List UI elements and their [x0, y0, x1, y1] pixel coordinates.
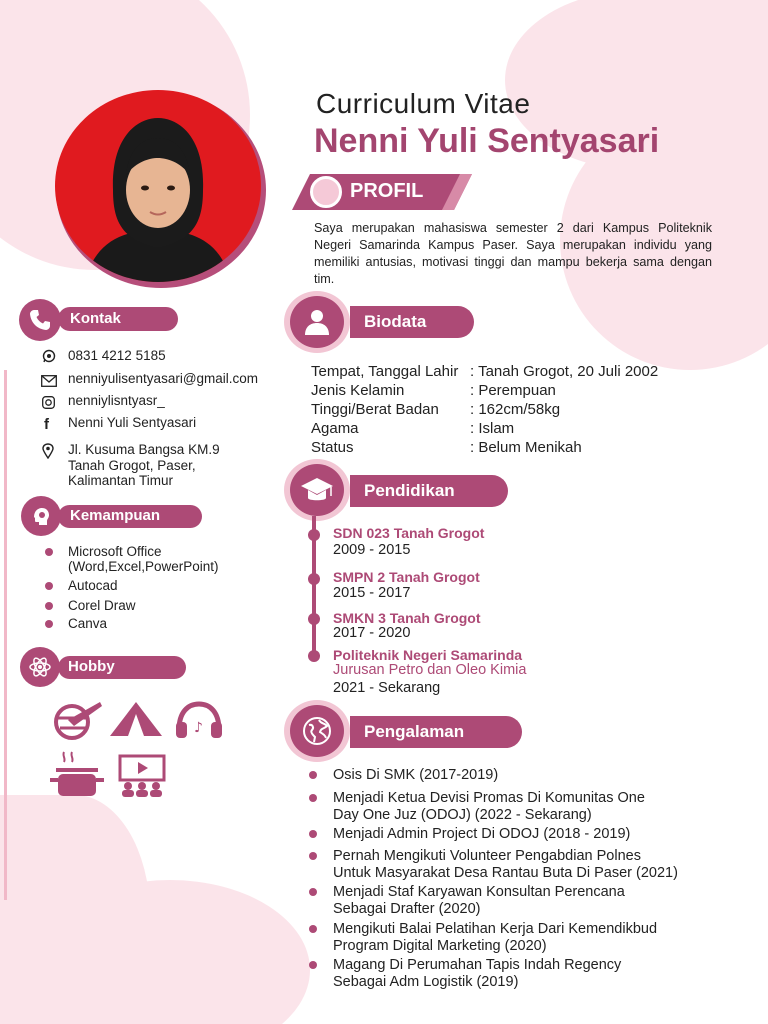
experience-item-cont: Sebagai Adm Logistik (2019): [333, 974, 519, 990]
person-portrait: [55, 90, 261, 282]
experience-item: Osis Di SMK (2017-2019): [333, 767, 499, 783]
experience-item-cont: Day One Juz (ODOJ) (2022 - Sekarang): [333, 807, 592, 823]
timeline-dot: [308, 613, 320, 625]
contact-address-line1: Jl. Kusuma Bangsa KM.9: [68, 442, 220, 457]
atom-icon: [20, 647, 60, 687]
biodata-label: Tempat, Tanggal Lahir: [311, 363, 459, 380]
contact-phone: 0831 4212 5185: [68, 348, 166, 363]
experience-item: Menjadi Staf Karyawan Konsultan Perencana: [333, 884, 625, 900]
experience-item: Pernah Mengikuti Volunteer Pengabdian Polnes: [333, 848, 641, 864]
contact-address-line2: Tanah Grogot, Paser,: [68, 458, 196, 473]
experience-item-cont: Program Digital Marketing (2020): [333, 938, 547, 954]
profil-circle: [310, 176, 342, 208]
edu-school: Politeknik Negeri Samarinda: [333, 647, 523, 663]
biodata-value: : Tanah Grogot, 20 Juli 2002: [470, 363, 659, 380]
bullet: [309, 852, 317, 860]
biodata-label: Status: [311, 439, 354, 456]
contact-facebook: Nenni Yuli Sentyasari: [68, 415, 197, 430]
profil-text: Saya merupakan mahasiswa semester 2 dari Kampus Politeknik Negeri Samarinda Kampus Paser. Saya merupakan individu yang memiliki antusias, motivasi tinggi dan mampu bekerja sama dengan tim.: [314, 221, 712, 286]
avatar: [55, 90, 261, 282]
biodata-label: Agama: [311, 420, 359, 437]
globe-icon: [290, 705, 344, 757]
timeline-dot: [308, 650, 320, 662]
left-accent-line: [4, 370, 7, 900]
brain-head-icon: [21, 496, 61, 536]
biodata-label: Tinggi/Berat Badan: [311, 401, 439, 418]
biodata-label: Jenis Kelamin: [311, 382, 405, 399]
location-pin-icon: [42, 443, 54, 464]
experience-item: Magang Di Perumahan Tapis Indah Regency: [333, 957, 622, 973]
travel-icon: [48, 698, 104, 747]
bullet: [309, 925, 317, 933]
experience-item: Mengikuti Balai Pelatihan Kerja Dari Kemendikbud: [333, 921, 658, 937]
facebook-icon: f: [44, 416, 49, 433]
pengalaman-pill: [350, 716, 522, 748]
kemampuan-heading: Kemampuan: [70, 507, 161, 524]
bullet: [309, 888, 317, 896]
timeline-dot: [308, 529, 320, 541]
edu-school: SMKN 3 Tanah Grogot: [333, 610, 481, 626]
pengalaman-heading: Pengalaman: [364, 722, 465, 741]
email-icon: [41, 374, 57, 392]
skill-item: Microsoft Office: [68, 544, 162, 559]
skill-item: Autocad: [68, 578, 118, 593]
svg-text:♪: ♪: [194, 720, 203, 736]
experience-item: Menjadi Admin Project Di ODOJ (2018 - 2019): [333, 826, 631, 842]
experience-item-cont: Untuk Masyarakat Desa Rantau Buta Di Paser (2021): [333, 865, 678, 881]
contact-address-line3: Kalimantan Timur: [68, 473, 174, 488]
pendidikan-heading: Pendidikan: [364, 481, 455, 500]
skill-item: Canva: [68, 616, 108, 631]
hobby-heading: Hobby: [68, 658, 115, 675]
bullet: [45, 548, 53, 556]
document-subtitle: Curriculum Vitae: [316, 88, 531, 119]
whatsapp-icon: [42, 349, 56, 368]
camping-icon: [108, 700, 164, 743]
edu-major: Jurusan Petro dan Oleo Kimia: [333, 662, 527, 678]
cinema-icon: [118, 754, 166, 803]
kontak-pill: [58, 307, 178, 331]
bullet: [309, 830, 317, 838]
biodata-value: : Belum Menikah: [470, 439, 582, 456]
phone-icon: [19, 299, 61, 341]
graduation-cap-icon: [290, 464, 344, 516]
biodata-heading: Biodata: [364, 312, 427, 331]
profil-header: [292, 172, 472, 212]
edu-year: 2015 - 2017: [333, 585, 411, 601]
biodata-value: : 162cm/58kg: [470, 401, 561, 418]
instagram-icon: [42, 396, 55, 414]
experience-item: Menjadi Ketua Devisi Promas Di Komunitas One: [333, 790, 645, 806]
bullet: [45, 582, 53, 590]
biodata-value: : Perempuan: [470, 382, 556, 399]
edu-year: 2009 - 2015: [333, 542, 411, 558]
biodata-value: : Islam: [470, 420, 515, 437]
edu-year: 2021 - Sekarang: [333, 680, 441, 696]
kemampuan-pill: [58, 505, 202, 528]
person-name: Nenni Yuli Sentyasari: [314, 122, 660, 160]
bullet: [309, 771, 317, 779]
contact-email: nenniyulisentyasari@gmail.com: [68, 371, 259, 386]
profil-heading: PROFIL: [350, 180, 424, 202]
bullet: [309, 961, 317, 969]
biodata-pill: [350, 306, 474, 338]
headphones-icon: [174, 700, 224, 745]
bullet: [45, 620, 53, 628]
skill-item-detail: (Word,Excel,PowerPoint): [68, 559, 219, 574]
bullet: [309, 794, 317, 802]
cooking-icon: [50, 750, 104, 803]
bullet: [45, 602, 53, 610]
edu-school: SMPN 2 Tanah Grogot: [333, 569, 480, 585]
user-icon: [290, 296, 344, 348]
contact-instagram: nenniylisntyasr_: [68, 393, 165, 408]
kontak-heading: Kontak: [70, 310, 121, 327]
experience-item-cont: Sebagai Drafter (2020): [333, 901, 481, 917]
hobby-pill: [58, 656, 186, 679]
skill-item: Corel Draw: [68, 598, 136, 613]
timeline-dot: [308, 573, 320, 585]
edu-school: SDN 023 Tanah Grogot: [333, 525, 485, 541]
edu-year: 2017 - 2020: [333, 625, 411, 641]
pendidikan-pill: [350, 475, 508, 507]
